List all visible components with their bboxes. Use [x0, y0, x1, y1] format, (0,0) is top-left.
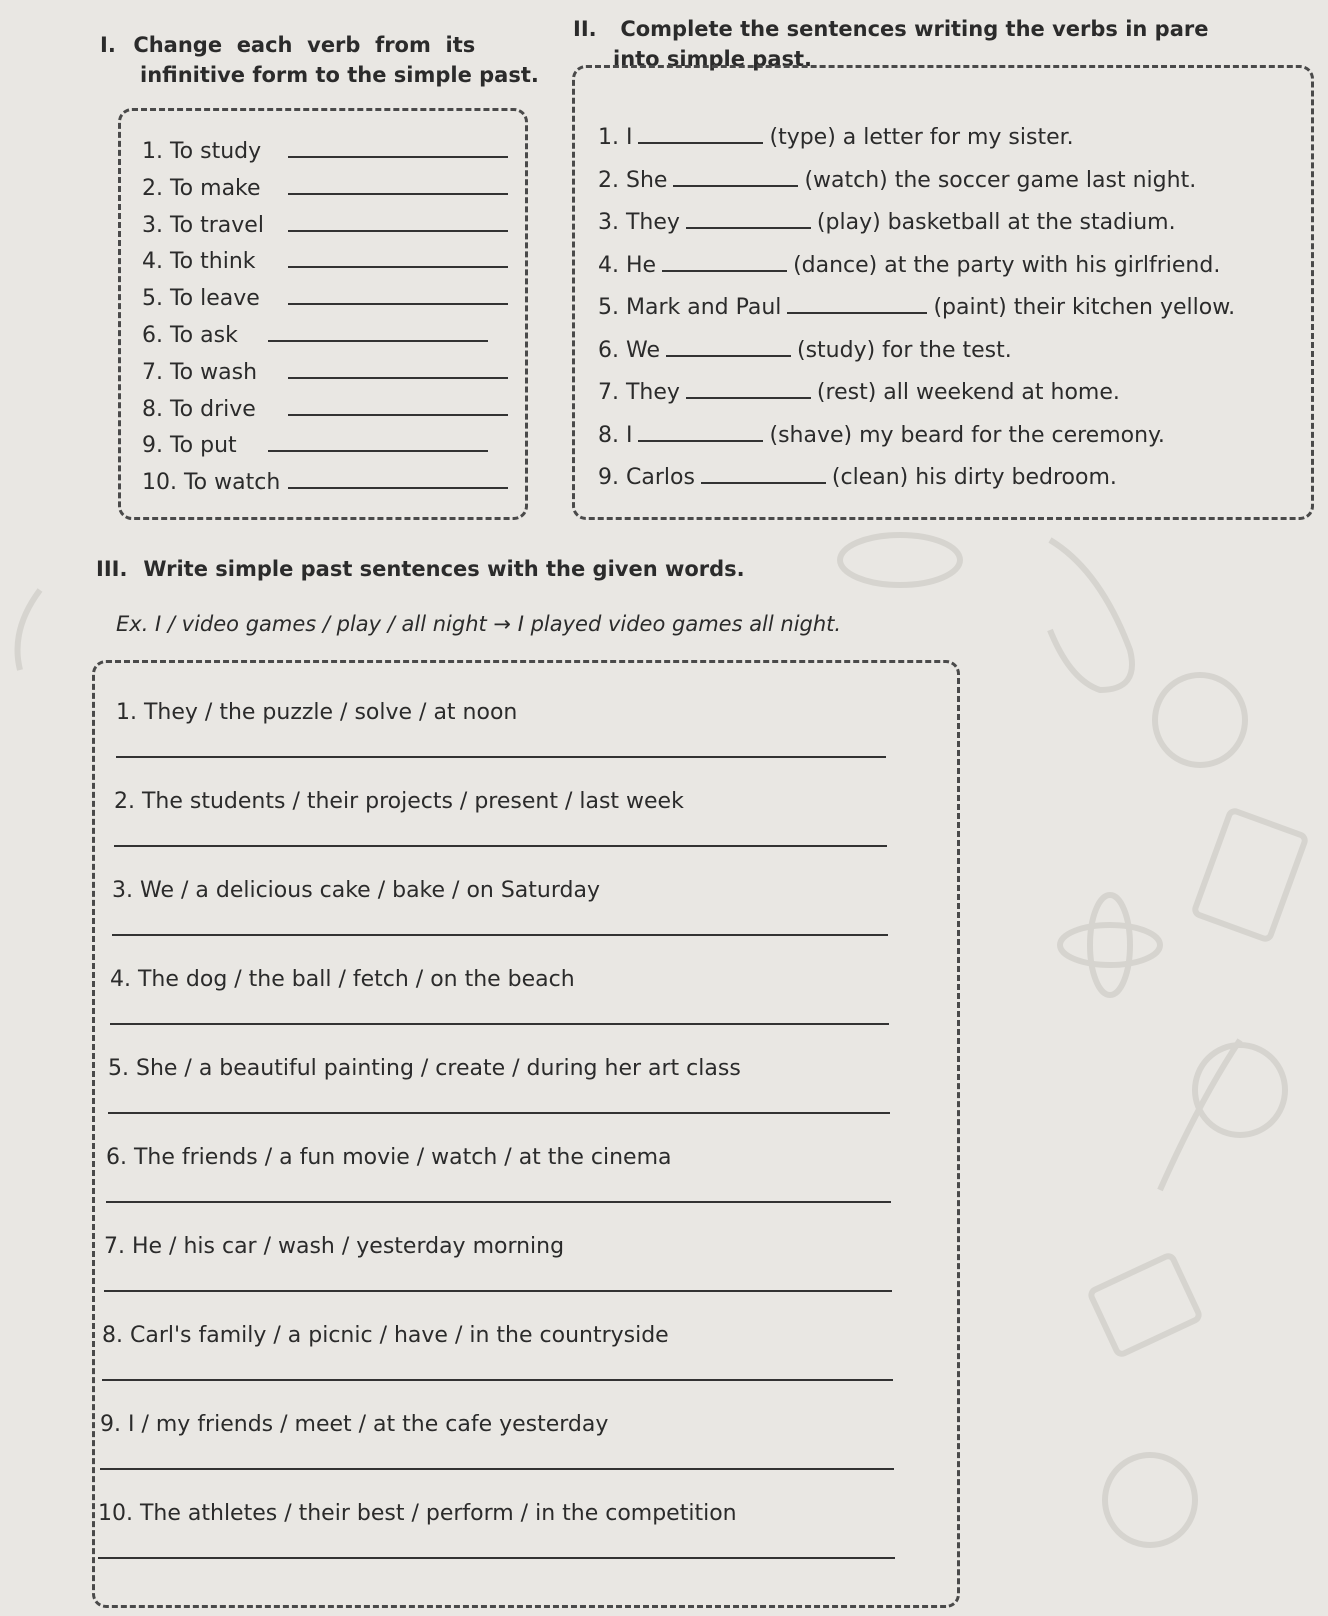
verb-label: 6. To ask	[142, 323, 238, 348]
sentence-prompt: 6. The friends / a fun movie / watch / at the cinema	[106, 1145, 672, 1170]
answer-blank[interactable]	[666, 335, 791, 357]
verb-label: 7. To wash	[142, 359, 258, 385]
sentence-rest: (play) basketball at the stadium.	[816, 210, 1176, 235]
sentence-rest: (shave) my beard for the ceremony.	[769, 422, 1165, 448]
answer-blank[interactable]	[288, 467, 508, 489]
sentence-rest: (rest) all weekend at home.	[816, 380, 1120, 405]
answer-blank[interactable]	[288, 136, 508, 158]
verb-label: 8. To drive	[142, 396, 256, 422]
answer-line[interactable]	[116, 756, 886, 758]
answer-blank[interactable]	[288, 283, 508, 305]
sentence-prompt: 10. The athletes / their best / perform / in the competition	[98, 1501, 737, 1526]
sentence-row	[598, 122, 1074, 150]
section3-title-text: Write simple past sentences with the given words.	[143, 557, 745, 581]
sentence-row	[598, 250, 1220, 278]
verb-row	[142, 357, 514, 385]
verb-row	[142, 136, 514, 164]
verb-row	[142, 467, 514, 495]
sentence-prompt: 1. They / the puzzle / solve / at noon	[116, 700, 518, 725]
verb-row	[142, 173, 514, 201]
sentence-rest: (clean) his dirty bedroom.	[831, 465, 1117, 490]
sentence-prompt: 3. We / a delicious cake / bake / on Saturday	[112, 878, 600, 903]
sentence-rest: (study) for the test.	[796, 337, 1012, 363]
answer-blank[interactable]	[288, 210, 508, 232]
answer-line[interactable]	[110, 1023, 889, 1025]
sentence-subject: 7. They	[598, 380, 680, 405]
answer-line[interactable]	[106, 1201, 891, 1203]
sentence-prompt: 8. Carl's family / a picnic / have / in the countryside	[102, 1323, 669, 1348]
sentence-prompt: 7. He / his car / wash / yesterday morning	[104, 1234, 565, 1259]
answer-blank[interactable]	[686, 377, 811, 399]
verb-label: 1. To study	[142, 139, 262, 164]
section1-title-line2: infinitive form to the simple past.	[140, 63, 539, 87]
answer-blank[interactable]	[288, 173, 508, 195]
sentence-rest: (watch) the soccer game last night.	[804, 167, 1197, 193]
answer-blank[interactable]	[673, 165, 798, 187]
sentence-prompt: 5. She / a beautiful painting / create / during her art class	[108, 1056, 741, 1081]
section3-number: III.	[96, 557, 128, 581]
sentence-subject: 1. I	[598, 125, 633, 150]
answer-blank[interactable]	[638, 420, 763, 442]
answer-blank[interactable]	[288, 394, 508, 416]
sentence-rest: (paint) their kitchen yellow.	[933, 295, 1236, 320]
answer-blank[interactable]	[268, 430, 488, 452]
sentence-row	[598, 420, 1165, 448]
verb-label: 10. To watch	[142, 470, 281, 496]
section2-title-line1: Complete the sentences writing the verbs in pare	[620, 17, 1209, 41]
verb-label: 9. To put	[142, 433, 237, 459]
answer-line[interactable]	[104, 1290, 892, 1292]
sentence-row	[598, 165, 1196, 193]
sentence-subject: 8. I	[598, 422, 633, 448]
answer-line[interactable]	[98, 1557, 895, 1559]
verb-row	[142, 430, 494, 458]
answer-blank[interactable]	[268, 320, 488, 342]
answer-blank[interactable]	[638, 122, 763, 144]
section1-title	[100, 30, 539, 90]
answer-line[interactable]	[100, 1468, 894, 1470]
answer-line[interactable]	[108, 1112, 890, 1114]
sentence-prompt: 4. The dog / the ball / fetch / on the beach	[110, 967, 575, 992]
section1-number: I.	[100, 33, 116, 57]
answer-blank[interactable]	[288, 357, 508, 379]
sentence-subject: 2. She	[598, 167, 668, 193]
verb-row	[142, 246, 514, 274]
sentence-row	[598, 292, 1235, 320]
section2-title-line2: into simple past.	[613, 47, 813, 71]
section2-number: II.	[573, 17, 597, 41]
answer-blank[interactable]	[686, 207, 811, 229]
verb-label: 3. To travel	[142, 212, 264, 238]
sentence-prompt: 2. The students / their projects / present / last week	[114, 789, 684, 814]
sentence-subject: 6. We	[598, 337, 660, 363]
answer-line[interactable]	[112, 934, 888, 936]
verb-row	[142, 320, 494, 348]
section3-title	[96, 554, 745, 584]
verb-label: 4. To think	[142, 249, 256, 275]
verb-row	[142, 394, 514, 422]
verb-label: 2. To make	[142, 175, 261, 201]
sentence-row	[598, 377, 1120, 405]
sentence-subject: 9. Carlos	[598, 465, 695, 490]
sentence-subject: 3. They	[598, 210, 680, 235]
section3-example: Ex. I / video games / play / all night → I played video games all night.	[116, 612, 842, 636]
sentence-subject: 5. Mark and Paul	[598, 295, 782, 320]
answer-line[interactable]	[114, 845, 887, 847]
sentence-rest: (type) a letter for my sister.	[769, 125, 1074, 150]
answer-line[interactable]	[102, 1379, 893, 1381]
sentence-rest: (dance) at the party with his girlfriend.	[793, 252, 1221, 278]
sentence-prompt: 9. I / my friends / meet / at the cafe yesterday	[100, 1412, 609, 1437]
verb-row	[142, 283, 514, 311]
verb-row	[142, 210, 514, 238]
sentence-subject: 4. He	[598, 252, 657, 278]
answer-blank[interactable]	[701, 462, 826, 484]
sentence-row	[598, 335, 1012, 363]
answer-blank[interactable]	[288, 246, 508, 268]
sentence-row	[598, 462, 1117, 490]
sentence-row	[598, 207, 1176, 235]
answer-blank[interactable]	[662, 250, 787, 272]
verb-label: 5. To leave	[142, 286, 260, 312]
answer-blank[interactable]	[787, 292, 927, 314]
section1-title-line1: Change each verb from its	[133, 33, 476, 57]
